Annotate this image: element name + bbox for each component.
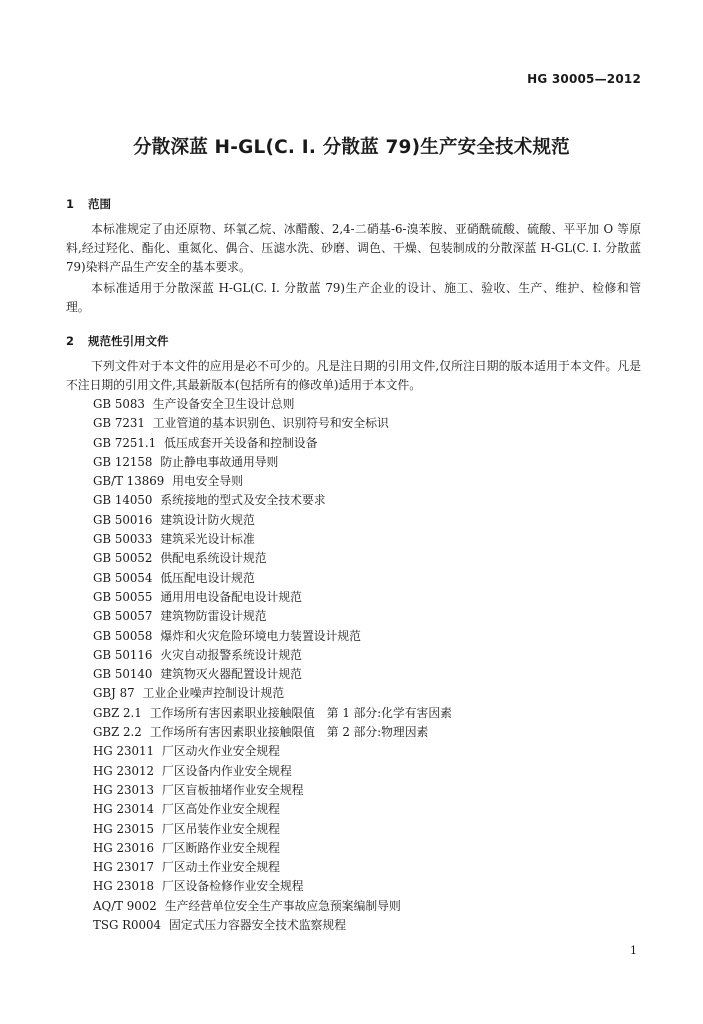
section-number: 1 [66, 197, 75, 211]
reference-code: AQ/T 9002 [93, 898, 157, 913]
reference-title: 生产经营单位安全生产事故应急预案编制导则 [164, 898, 401, 913]
reference-title: 火灾自动报警系统设计规范 [160, 647, 302, 662]
reference-item [93, 569, 452, 588]
reference-item [93, 530, 452, 549]
reference-title: 厂区设备检修作业安全规程 [162, 879, 304, 894]
reference-item [93, 434, 452, 453]
reference-code: GB 50116 [93, 647, 153, 662]
reference-item [93, 453, 452, 472]
reference-title: 厂区断路作业安全规程 [162, 840, 280, 855]
scope-paragraph-2: 本标准适用于分散深蓝 H-GL(C. I. 分散蓝 79)生产企业的设计、施工、验收、生产、维护、检修和管理。 [66, 281, 641, 314]
reference-title: 厂区动火作业安全规程 [162, 744, 280, 759]
reference-code: GB 50054 [93, 570, 153, 585]
reference-title: 工业管道的基本识别色、识别符号和安全标识 [152, 416, 389, 431]
reference-title: 防止静电事故通用导则 [160, 454, 279, 469]
reference-code: HG 23014 [93, 802, 154, 817]
reference-title: 低压配电设计规范 [160, 570, 255, 585]
reference-code: GB 50058 [93, 628, 153, 643]
reference-title: 供配电系统设计规范 [160, 551, 267, 566]
reference-item [93, 472, 452, 491]
reference-title: 工作场所有害因素职业接触限值 第 1 部分:化学有害因素 [149, 705, 452, 720]
reference-title: 用电安全导则 [172, 474, 244, 489]
reference-title: 低压成套开关设备和控制设备 [164, 435, 318, 450]
section-heading-normative-references [66, 333, 169, 349]
reference-title: 工作场所有害因素职业接触限值 第 2 部分:物理因素 [149, 725, 429, 740]
references-intro-paragraph: 下列文件对于本文件的应用是必不可少的。凡是注日期的引用文件,仅所注日期的版本适用于本文件。凡是不注日期的引用文件,其最新版本(包括所有的修改单)适用于本文件。 [66, 359, 641, 392]
reference-title: 工业企业噪声控制设计规范 [142, 686, 285, 701]
reference-code: HG 23011 [93, 744, 154, 759]
reference-item [93, 627, 452, 646]
reference-code: HG 23016 [93, 840, 154, 855]
reference-item [93, 742, 452, 761]
reference-item [93, 588, 452, 607]
reference-item [93, 839, 452, 858]
reference-code: GB 7231 [93, 416, 145, 431]
reference-item [93, 820, 452, 839]
reference-list [93, 395, 452, 935]
reference-item [93, 414, 452, 433]
reference-item [93, 607, 452, 626]
reference-item [93, 646, 452, 665]
reference-item [93, 897, 452, 916]
reference-item [93, 877, 452, 896]
reference-title: 通用用电设备配电设计规范 [160, 589, 302, 604]
section-number: 2 [66, 334, 75, 348]
reference-item [93, 858, 452, 877]
reference-item [93, 511, 452, 530]
reference-title: 厂区盲板抽堵作业安全规程 [162, 782, 304, 797]
reference-item [93, 684, 452, 703]
reference-code: HG 23012 [93, 763, 154, 778]
reference-code: GB 50052 [93, 551, 153, 566]
reference-item [93, 781, 452, 800]
reference-item [93, 916, 452, 935]
reference-title: 厂区高处作业安全规程 [162, 802, 280, 817]
reference-title: 生产设备安全卫生设计总则 [152, 397, 295, 411]
standard-code: HG 30005—2012 [527, 72, 641, 86]
reference-item [93, 665, 452, 684]
reference-code: GB 14050 [93, 493, 153, 508]
reference-code: TSG R0004 [93, 918, 162, 933]
reference-item [93, 549, 452, 568]
reference-code: GB 50055 [93, 589, 153, 604]
reference-code: HG 23015 [93, 821, 154, 836]
reference-code: GB 50057 [93, 609, 153, 624]
reference-item [93, 491, 452, 510]
reference-title: 爆炸和火灾危险环境电力装置设计规范 [160, 628, 361, 643]
reference-code: GB 7251.1 [93, 435, 157, 450]
reference-code: GBZ 2.2 [93, 725, 142, 740]
reference-code: GB 50033 [93, 532, 153, 547]
reference-title: 建筑采光设计标准 [160, 532, 255, 547]
reference-code: GB 5083 [93, 397, 145, 411]
reference-title: 厂区动土作业安全规程 [162, 860, 280, 875]
page-number: 1 [630, 944, 637, 957]
document-title: 分散深蓝 H-GL(C. I. 分散蓝 79)生产安全技术规范 [133, 137, 570, 158]
reference-item [93, 762, 452, 781]
reference-item [93, 395, 452, 414]
reference-code: GB 50016 [93, 512, 153, 527]
reference-title: 建筑物防雷设计规范 [160, 609, 267, 624]
reference-code: HG 23018 [93, 879, 154, 894]
reference-title: 建筑物灭火器配置设计规范 [160, 667, 302, 682]
section-title: 范围 [88, 197, 111, 211]
reference-item [93, 704, 452, 723]
reference-code: HG 23013 [93, 782, 154, 797]
reference-code: GB/T 13869 [93, 474, 165, 489]
reference-code: HG 23017 [93, 860, 154, 875]
reference-code: GB 12158 [93, 454, 153, 469]
reference-title: 系统接地的型式及安全技术要求 [160, 493, 326, 508]
reference-code: GBZ 2.1 [93, 705, 142, 720]
reference-code: GBJ 87 [93, 686, 135, 701]
reference-title: 厂区设备内作业安全规程 [162, 763, 292, 778]
reference-item [93, 723, 452, 742]
reference-title: 厂区吊装作业安全规程 [162, 821, 280, 836]
section-title: 规范性引用文件 [88, 334, 169, 348]
reference-code: GB 50140 [93, 667, 153, 682]
scope-paragraph-1: 本标准规定了由还原物、环氧乙烷、冰醋酸、2,4-二硝基-6-溴苯胺、亚硝酰硫酸、硫酸、平平加 O 等原料,经过羟化、酯化、重氮化、偶合、压滤水洗、砂磨、调色、干燥、包装制成的分散深蓝 H-GL(C. I. 分散蓝 79)染料产品生产安全的基本要求。 [66, 222, 641, 274]
reference-item [93, 800, 452, 819]
reference-title: 建筑设计防火规范 [160, 512, 255, 527]
reference-title: 固定式压力容器安全技术监察规程 [169, 918, 346, 933]
section-heading-scope [66, 196, 111, 212]
